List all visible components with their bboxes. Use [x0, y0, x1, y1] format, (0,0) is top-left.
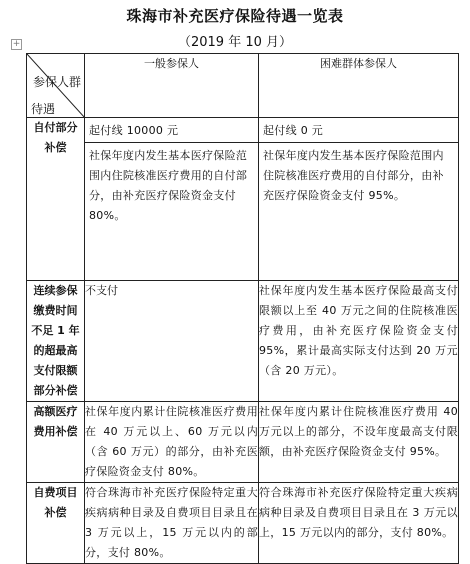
table-row — [27, 483, 459, 564]
benefits-table — [26, 53, 459, 564]
row-label-line: 连续参保 — [33, 284, 78, 297]
row-label-line: 的超最高 — [33, 344, 78, 357]
row-label — [27, 281, 85, 402]
table-cell — [85, 118, 259, 281]
page-title: 珠海市补充医疗保险待遇一览表 — [126, 7, 344, 25]
table-row — [27, 281, 459, 402]
diag-label-insured: 参保人群 — [33, 75, 82, 89]
table-cell: 社保年度内发生基本医疗保险最高支付限额以上至 40 万元之间的住院核准医疗费用，由补充医疗保险资金支付 95%，累计最高实际支付达到 20 万元（含 20 万元）。 — [259, 281, 459, 402]
row-label — [27, 118, 85, 281]
table-move-handle-icon[interactable]: + — [12, 39, 21, 49]
table-cell: 不支付 — [85, 281, 259, 402]
diagonal-header-cell — [27, 54, 85, 118]
threshold-text: 起付线 10000 元 — [89, 124, 179, 137]
row-label-line: 不足 1 年 — [31, 324, 80, 337]
table-row — [27, 402, 459, 483]
row-label — [27, 483, 85, 564]
row-label-line: 费用补偿 — [33, 425, 78, 438]
row-label-line: 补偿 — [44, 141, 67, 154]
row-label — [27, 402, 85, 483]
threshold-text: 起付线 0 元 — [263, 124, 324, 137]
table-header-row — [27, 54, 459, 118]
row-label-line: 部分补偿 — [33, 384, 78, 397]
table-cell — [259, 118, 459, 281]
table-cell: 社保年度内累计住院核准医疗费用 40 万元以上的部分，不设年度最高支付限额，由补充医疗保险资金支付 95%。 — [259, 402, 459, 483]
page-subtitle: （2019 年 10 月） — [177, 35, 293, 50]
row-label-line: 补偿 — [44, 506, 67, 519]
row-label-line: 支付限额 — [33, 364, 78, 377]
cell-text: 社保年度内发生基本医疗保险范围内住院核准医疗费用的自付部分，由补充医疗保险资金支付 80%。 — [85, 142, 258, 228]
row-label-line: 自付部分 — [33, 121, 78, 134]
column-header-general: 一般参保人 — [85, 54, 259, 118]
column-header-needy: 困难群体参保人 — [259, 54, 459, 118]
row-label-line: 自费项目 — [33, 486, 78, 499]
table-row — [27, 118, 459, 281]
row-label-line: 高额医疗 — [33, 405, 78, 418]
cell-text: 社保年度内发生基本医疗保险范围内住院核准医疗费用的自付部分，由补充医疗保险资金支付 95%。 — [259, 142, 458, 208]
table-cell: 符合珠海市补充医疗保险特定重大疾病病种目录及自费项目目录且在 3 万元以上，15 万元以内的部分，支付 80%。 — [85, 483, 259, 564]
table-cell: 社保年度内累计住院核准医疗费用在 40 万元以上、60 万元以内（含 60 万元）的部分，由补充医疗保险资金支付 80%。 — [85, 402, 259, 483]
row-label-line: 缴费时间 — [33, 304, 78, 317]
table-cell: 符合珠海市补充医疗保险特定重大疾病病种目录及自费项目目录且在 3 万元以上，15 万元以内的部分，支付 80%。 — [259, 483, 459, 564]
diag-label-benefit: 待遇 — [31, 102, 56, 116]
